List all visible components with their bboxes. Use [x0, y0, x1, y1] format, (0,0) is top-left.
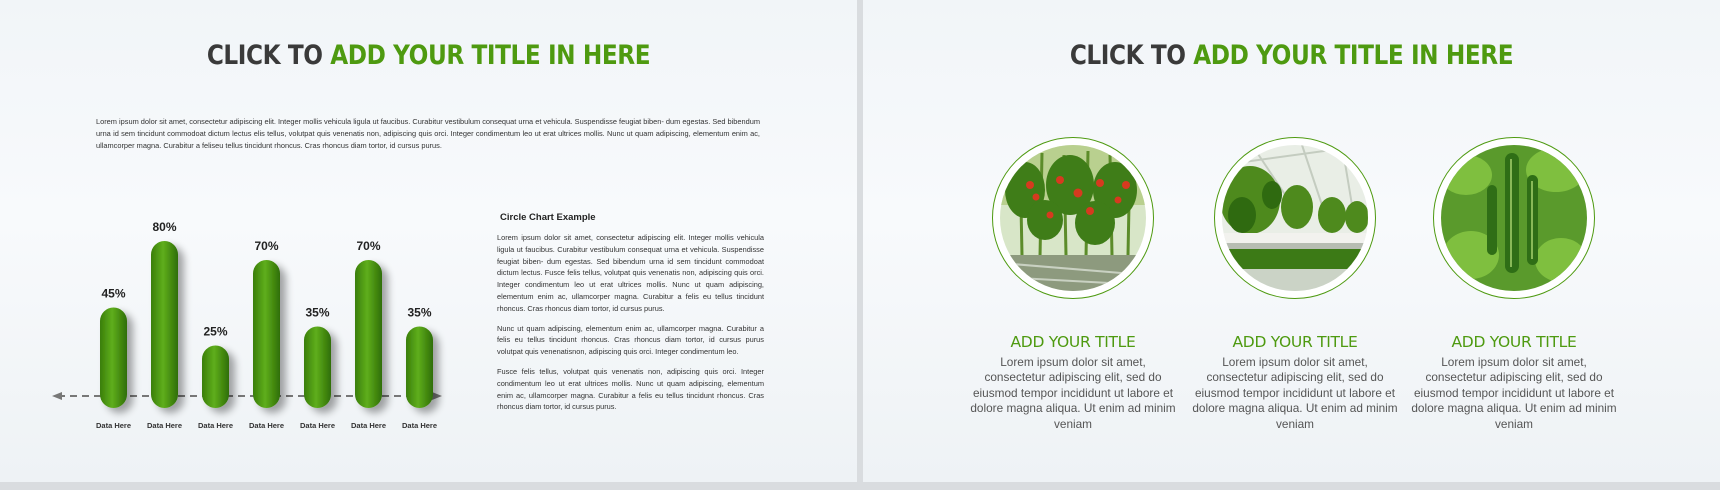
bar-value-label: 45%	[101, 286, 126, 301]
feature-card	[1191, 132, 1399, 432]
bar-chart	[50, 180, 490, 445]
card-text: Lorem ipsum dolor sit amet, consectetur adipiscing elit, sed do eiusmod tempor incididunt ut labore et dolore magna aliqua. Ut enim ad minim veniam	[1411, 355, 1617, 431]
x-tick-label: Data Here	[350, 421, 387, 430]
chart-bar	[151, 241, 178, 408]
bar-value-label: 25%	[203, 324, 228, 339]
bar-value-label: 80%	[152, 220, 177, 234]
axis-arrow-right-icon	[432, 392, 442, 400]
image-circle-frame	[1214, 137, 1376, 299]
image-circle-frame	[992, 137, 1154, 299]
tomato-greenhouse-image	[1000, 145, 1146, 291]
chart-bar	[355, 260, 382, 408]
side-paragraph: Nunc ut quam adipiscing, elementum enim ac, ullamcorper magna. Curabitur a felis eu tellus tincidunt rhoncus. Cras rhoncus diam tortor, id cursus purus volutpat quis venenatisnon, adipiscing quis orci. Integer condimentum leo.	[497, 323, 764, 357]
card-text: Lorem ipsum dolor sit amet, consectetur adipiscing elit, sed do eiusmod tempor incididunt ut labore et dolore magna aliqua. Ut enim ad minim veniam	[1192, 355, 1398, 431]
x-tick-label: Data Here	[299, 421, 336, 430]
x-tick-label: Data Here	[197, 421, 234, 430]
card-title: ADD YOUR TITLE	[1451, 333, 1577, 351]
x-tick-label: Data Here	[95, 421, 132, 430]
cucumber-plants-image	[1441, 145, 1587, 291]
slide-title	[923, 40, 1660, 71]
slide-right[interactable]	[863, 0, 1720, 482]
title-dark-part: CLICK TO	[1069, 40, 1186, 71]
chart-bar	[304, 327, 331, 409]
x-tick-label: Data Here	[401, 421, 438, 430]
chart-bar	[406, 327, 433, 409]
bar-value-label: 35%	[305, 305, 330, 320]
card-text: Lorem ipsum dolor sit amet, consectetur adipiscing elit, sed do eiusmod tempor incididunt ut labore et dolore magna aliqua. Ut enim ad minim veniam	[970, 355, 1176, 431]
side-title: Circle Chart Example	[500, 212, 596, 223]
feature-card	[969, 132, 1177, 432]
hydroponic-greenhouse-image	[1222, 145, 1368, 291]
side-paragraph: Lorem ipsum dolor sit amet, consectetur adipiscing elit. Integer mollis vehicula ligula ut faucibus. Curabitur vestibulum consequat urna et vehicula. Suspendisse feugiat biben- dum egestas. Sed bibendum urna id sem tincidunt commodoat dictum lectus. Fusce felis tellus, volutpat quis venenatis non, adipiscing quis orci. Integer condimentum leo ut erat ultrices mollis. Nunc ut quam adipiscing, elementum enim ac, ullamcorper magna. Curabitur a felis eu tellus tincidunt rhoncus. Cras rhoncus diam tortor, id cursus purus.	[497, 233, 764, 313]
x-tick-label: Data Here	[146, 421, 183, 430]
intro-paragraph: Lorem ipsum dolor sit amet, consectetur adipiscing elit. Integer mollis vehicula ligula ut faucibus. Curabitur vestibulum consequat urna et vehicula. Suspendisse feugiat biben- dum egestas. Sed bibendum urna id sem tincidunt commodoat dictum lectus elis tellus, volutpat quis venenatis non, adipiscing quis orci. Integer condimentum leo ut erat ultrices mollis. Nunc ut quam adipiscing, elementum enim ac, ullamcorper magna. Curabitur a feliseu tellus tincidunt rhoncus. Cras rhoncus diam tortor, id cursus purus.	[96, 117, 760, 150]
title-dark-part: CLICK TO	[206, 40, 323, 71]
side-paragraph: Fusce felis tellus, volutpat quis venenatis non, adipiscing quis orci. Integer condimentum leo ut erat ultrices mollis. Nunc ut quam adipiscing, elementum enim ac, ullamcorper magna. Curabitur a felis eu tellus tincidunt rhoncus. Cras rhoncus diam tortor, id cursus purus.	[497, 366, 764, 412]
card-title: ADD YOUR TITLE	[1010, 333, 1136, 351]
chart-bar	[253, 260, 280, 408]
bar-value-label: 35%	[407, 305, 432, 320]
bar-value-label: 70%	[254, 239, 279, 253]
title-green-part: ADD YOUR TITLE IN HERE	[330, 40, 651, 71]
chart-canvas	[50, 180, 490, 445]
chart-bar	[202, 346, 229, 409]
slide-left[interactable]	[0, 0, 857, 482]
slide-title	[60, 40, 797, 71]
chart-bar	[100, 308, 127, 409]
feature-card	[1410, 132, 1618, 432]
bar-value-label: 70%	[356, 239, 381, 253]
side-text	[497, 232, 764, 421]
axis-arrow-left-icon	[52, 392, 62, 400]
image-circle-frame	[1433, 137, 1595, 299]
card-title: ADD YOUR TITLE	[1232, 333, 1358, 351]
title-green-part: ADD YOUR TITLE IN HERE	[1193, 40, 1514, 71]
x-tick-label: Data Here	[248, 421, 285, 430]
